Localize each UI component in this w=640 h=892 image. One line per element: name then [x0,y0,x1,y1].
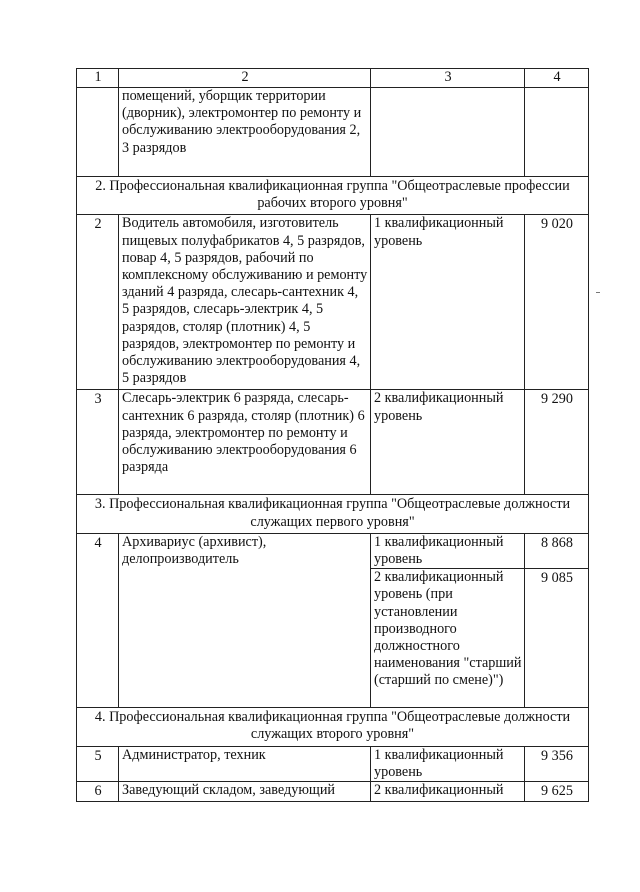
group-heading-row [77,708,589,746]
row-value: 8 868 [525,533,589,568]
row-description: помещений, уборщик территории (дворник), электромонтер по ремонту и обслуживанию электрооборудования 2, 3 разрядов [119,88,371,177]
row-value: 9 290 [525,390,589,495]
table-row [77,533,589,568]
row-value: 9 356 [525,746,589,781]
row-level: 2 квалификационный уровень (при установлении производного должностного наименования "старший (старший по смене)") [371,569,525,708]
row-value: 9 625 [525,782,589,802]
row-value [525,88,589,177]
group-title: 2. Профессиональная квалификационная группа "Общеотраслевые профессии рабочих второго уровня" [77,177,589,215]
row-number [77,88,119,177]
row-number: 3 [77,390,119,495]
table-row [77,88,589,177]
row-level: 1 квалификационный уровень [371,746,525,781]
row-level [371,88,525,177]
row-value: 9 085 [525,569,589,708]
row-description: Архивариус (архивист), делопроизводитель [119,533,371,707]
group-title: 3. Профессиональная квалификационная группа "Общеотраслевые должности служащих первого уровня" [77,495,589,533]
row-level: 1 квалификационный уровень [371,215,525,390]
row-level: 1 квалификационный уровень [371,533,525,568]
group-heading-row [77,177,589,215]
salary-table-page [76,68,588,802]
table-row [77,782,589,802]
salary-table [76,68,589,802]
row-description: Администратор, техник [119,746,371,781]
row-number: 2 [77,215,119,390]
table-row [77,390,589,495]
row-level: 2 квалификационный уровень [371,390,525,495]
row-value: 9 020 [525,215,589,390]
row-number: 4 [77,533,119,707]
scan-speck [596,292,600,293]
header-col-4: 4 [525,69,589,88]
row-number: 6 [77,782,119,802]
row-description: Водитель автомобиля, изготовитель пищевых полуфабрикатов 4, 5 разрядов, повар 4, 5 разрядов, рабочий по комплексному обслуживанию и ремонту зданий 4 разряда, слесарь-сантехник 4, 5 разрядов, слесарь-электрик 4, 5 разрядов, столяр (плотник) 4, 5 разрядов, электромонтер по ремонту и обслуживанию электрооборудования 4, 5 разрядов [119,215,371,390]
row-level: 2 квалификационный [371,782,525,802]
table-row [77,215,589,390]
header-col-3: 3 [371,69,525,88]
group-title: 4. Профессиональная квалификационная группа "Общеотраслевые должности служащих второго уровня" [77,708,589,746]
row-description: Слесарь-электрик 6 разряда, слесарь-сантехник 6 разряда, столяр (плотник) 6 разряда, электромонтер по ремонту и обслуживанию электрооборудования 6 разряда [119,390,371,495]
table-row [77,746,589,781]
header-col-2: 2 [119,69,371,88]
row-description: Заведующий складом, заведующий [119,782,371,802]
header-row [77,69,589,88]
header-col-1: 1 [77,69,119,88]
group-heading-row [77,495,589,533]
row-number: 5 [77,746,119,781]
